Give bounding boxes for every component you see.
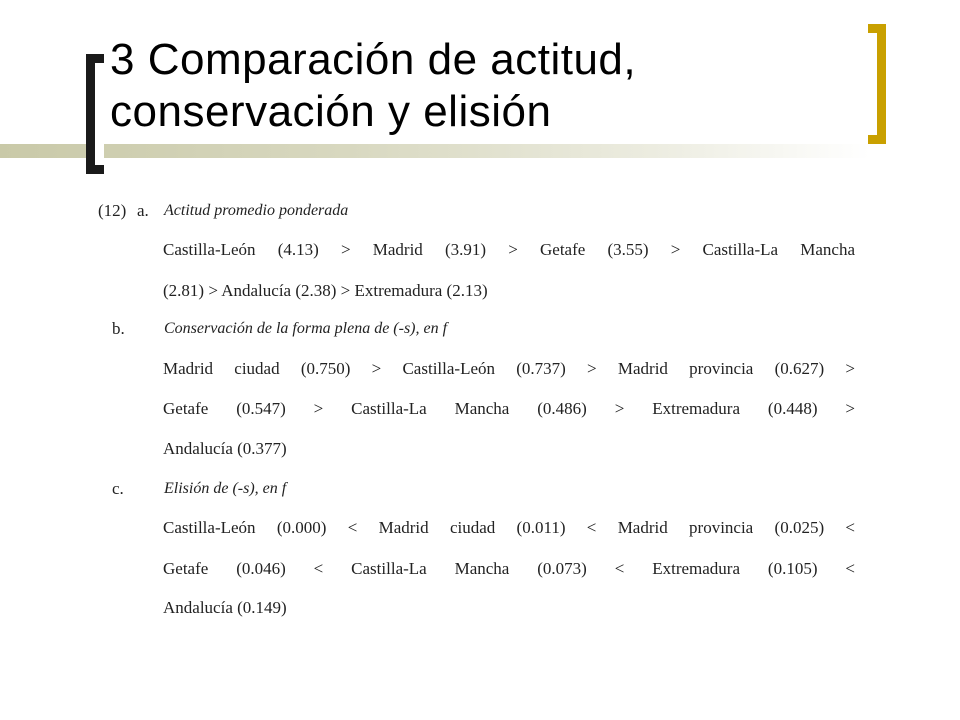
item-b-line-3: Andalucía (0.377)	[163, 439, 287, 458]
item-b-marker: b.	[112, 319, 125, 338]
item-c-heading: Elisión de (-s), en f	[164, 480, 287, 497]
item-b-line-2: Getafe (0.547) > Castilla-La Mancha (0.486) > Extremadura (0.448) >	[163, 399, 855, 418]
item-b-heading: Conservación de la forma plena de (-s), en f	[164, 320, 448, 337]
slide-title-line-2: conservación y elisión	[110, 87, 552, 136]
item-c-line-2: Getafe (0.046) < Castilla-La Mancha (0.073) < Extremadura (0.105) <	[163, 559, 855, 578]
item-b-line-1: Madrid ciudad (0.750) > Castilla-León (0.737) > Madrid provincia (0.627) >	[163, 359, 855, 378]
slide-title-line-1: 3 Comparación de actitud,	[110, 35, 637, 84]
item-a-line-2: (2.81) > Andalucía (2.38) > Extremadura (2.13)	[163, 281, 488, 300]
item-a-line-1: Castilla-León (4.13) > Madrid (3.91) > Getafe (3.55) > Castilla-La Mancha	[163, 240, 855, 259]
item-a-heading: Actitud promedio ponderada	[164, 202, 349, 219]
item-a-marker: a.	[137, 201, 149, 220]
item-c-line-1: Castilla-León (0.000) < Madrid ciudad (0.011) < Madrid provincia (0.025) <	[163, 518, 855, 537]
item-c-marker: c.	[112, 479, 124, 498]
item-c-line-3: Andalucía (0.149)	[163, 598, 287, 617]
example-number: (12)	[98, 201, 127, 220]
